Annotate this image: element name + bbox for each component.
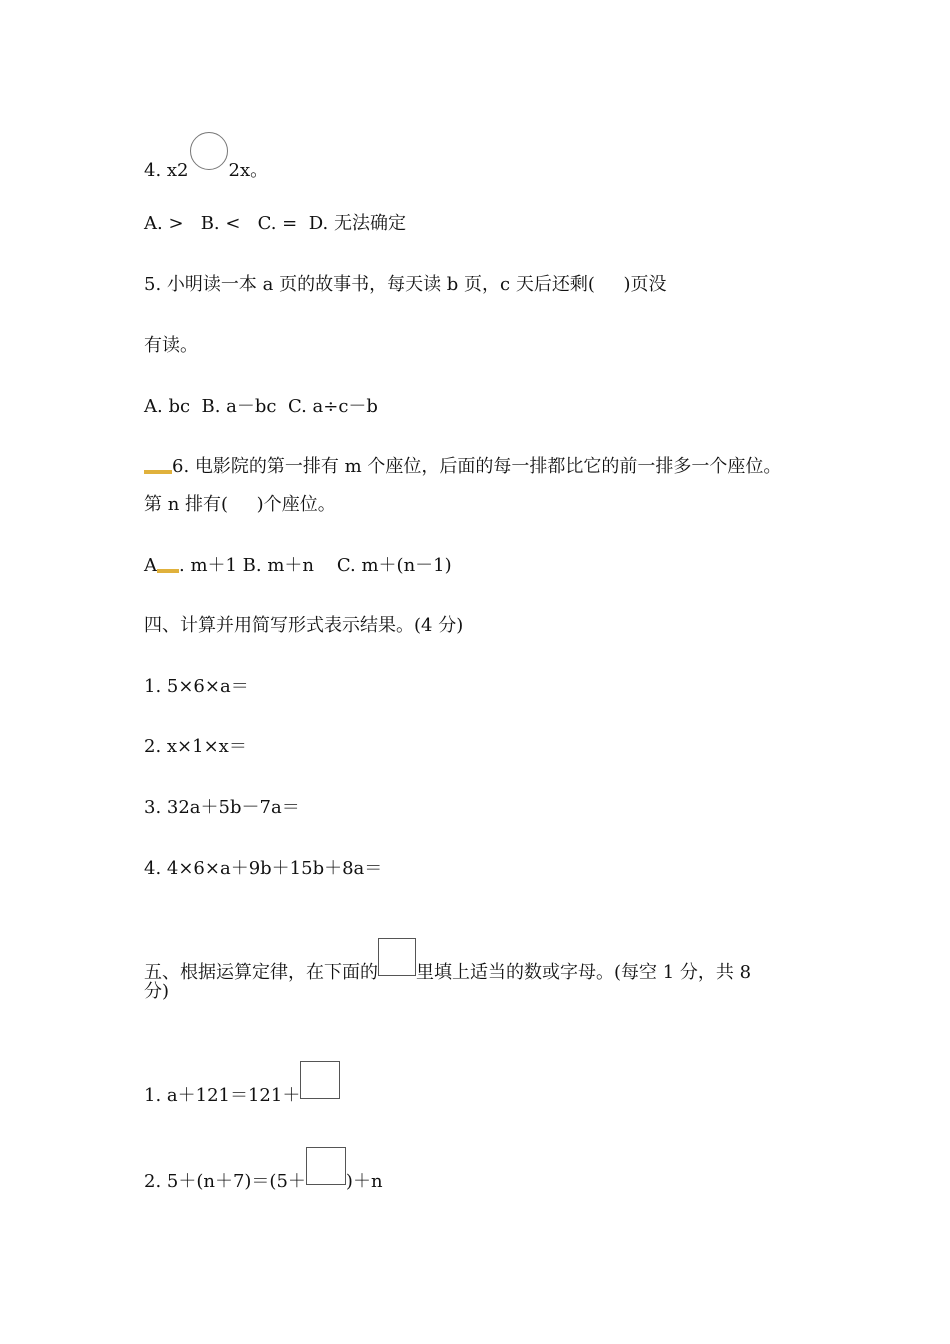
section-5-item-1 [144,1061,340,1108]
answer-box[interactable] [300,1061,340,1099]
comparison-circle[interactable] [190,132,228,170]
section-5-title [144,938,751,985]
section-5-title-after: 里填上适当的数或字母。(每空 1 分，共 8 [416,962,752,983]
section-5-title-before: 五、根据运算定律，在下面的 [144,962,378,983]
question-6-text: 6. 电影院的第一排有 m 个座位，后面的每一排都比它的前一排多一个座位。 [172,456,782,477]
question-4-left: x2 [166,160,189,181]
question-6-line2: 第 n 排有( )个座位。 [144,494,336,515]
section-5-item-2 [144,1147,383,1194]
question-6-options [144,554,452,578]
question-4-number: 4. [144,160,167,181]
question-6-options-text: . m＋1 B. m＋n C. m＋(n－1) [179,555,452,576]
section-4-title: 四、计算并用简写形式表示结果。(4 分) [144,615,464,636]
question-5-line2: 有读。 [144,335,198,356]
section-4-item-2: 2. x×1×x＝ [144,736,247,757]
section-5-item-1-text: 1. a＋121＝121＋ [144,1085,301,1106]
question-4-options: A. > B. < C. = D. 无法确定 [144,213,406,234]
section-5-item-2-before: 2. 5＋(n＋7)＝(5＋ [144,1171,306,1192]
highlight-mark [157,569,179,573]
section-4-item-4: 4. 4×6×a＋9b＋15b＋8a＝ [144,858,383,879]
section-5-title-line2: 分) [144,981,170,1002]
question-5-line1: 5. 小明读一本 a 页的故事书，每天读 b 页，c 天后还剩( )页没 [144,274,667,295]
section-4-item-1: 1. 5×6×a＝ [144,676,249,697]
question-4 [144,132,268,183]
question-5-options: A. bc B. a－bc C. a÷c－b [144,396,378,417]
section-4-item-3: 3. 32a＋5b－7a＝ [144,797,300,818]
highlight-mark [144,470,172,474]
question-4-right: 2x。 [228,160,269,181]
answer-box [378,938,416,976]
option-a-prefix: A [144,555,157,576]
section-5-item-2-after: )＋n [345,1171,383,1192]
answer-box[interactable] [306,1147,346,1185]
question-6-line1 [144,455,781,479]
